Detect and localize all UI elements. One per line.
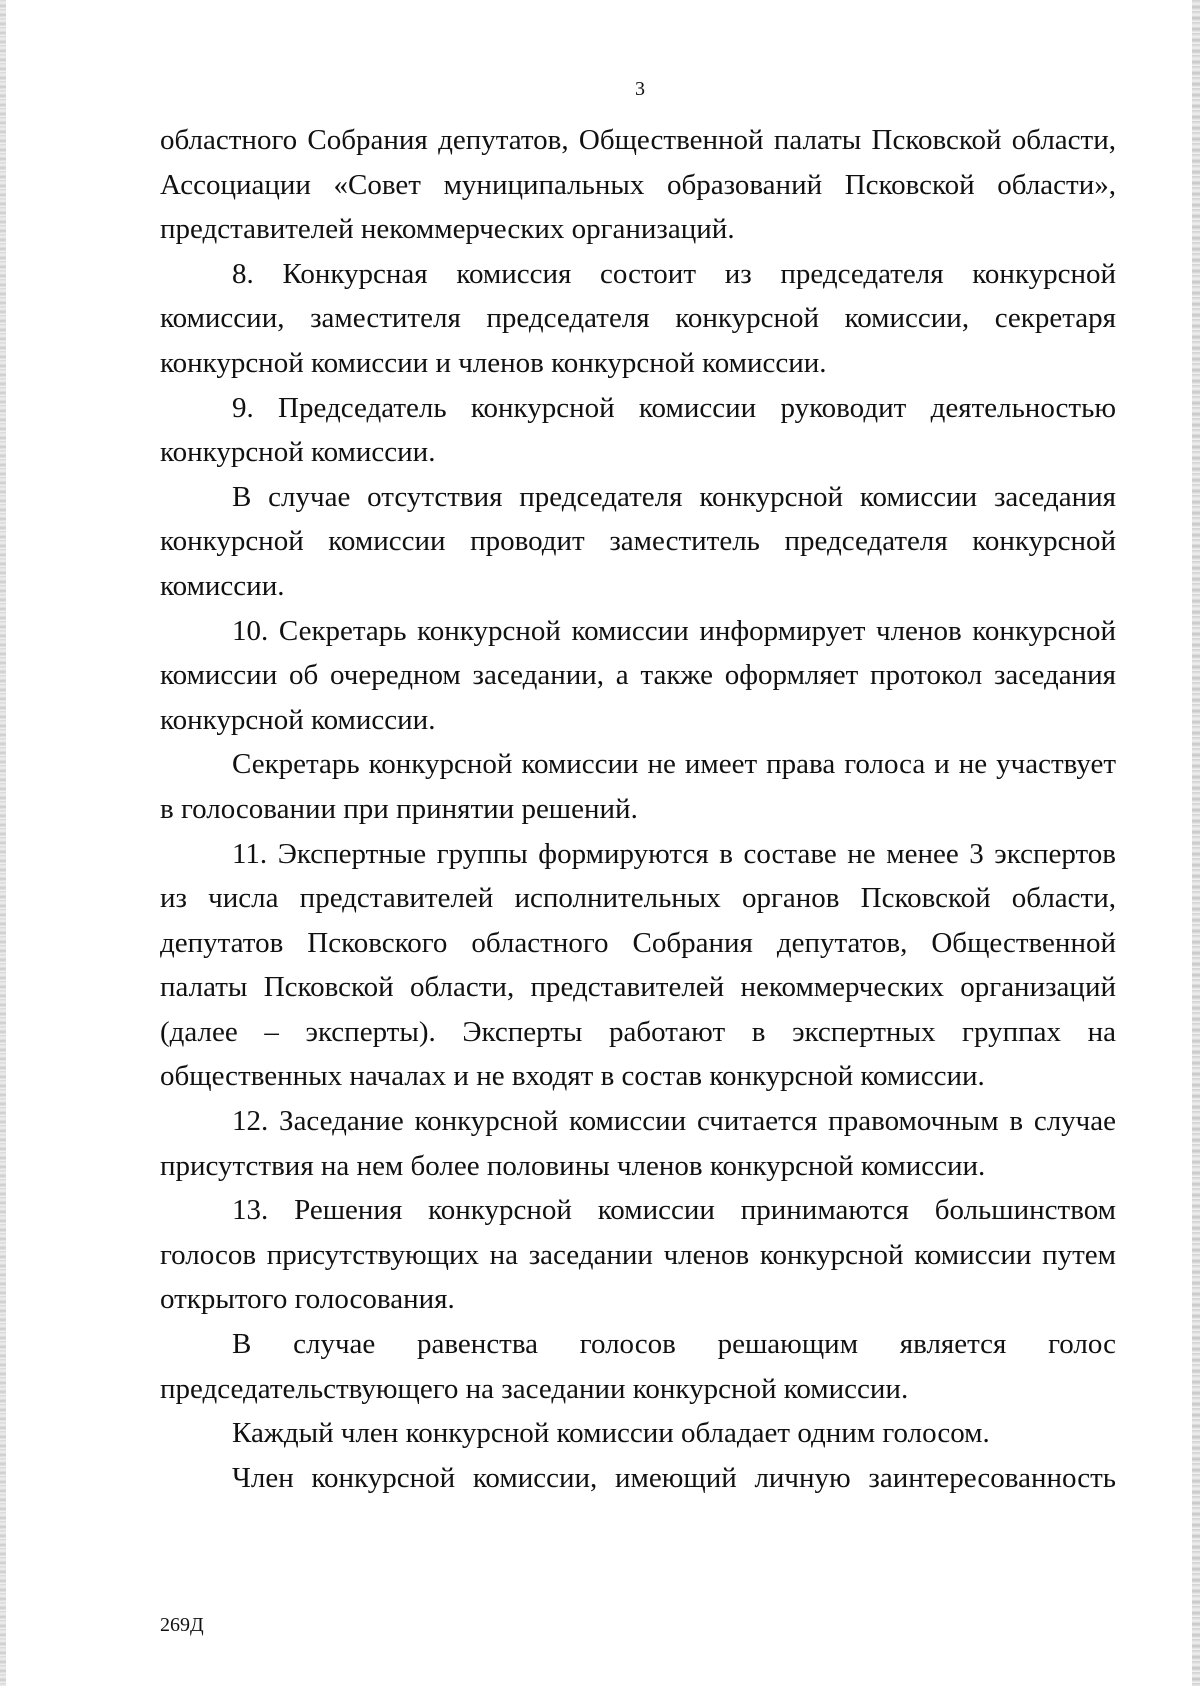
paragraph-item-12: 12. Заседание конкурсной комиссии считается правомочным в случае присутствия на нем более половины членов конкурсной комиссии. bbox=[160, 1105, 1116, 1182]
paragraph-item-13-interest: Член конкурсной комиссии, имеющий личную заинтересованность bbox=[232, 1461, 1116, 1494]
paragraph-item-13-one-vote: Каждый член конкурсной комиссии обладает одним голосом. bbox=[232, 1417, 990, 1450]
paragraph-item-11: 11. Экспертные группы формируются в составе не менее 3 экспертов из числа представителей исполнительных органов Псковской области, депутатов Псковского областного Собрания депутатов, Общественной палаты Псковской области, представителей некоммерческих организаций (далее – эксперты). Эксперты работают в экспертных группах на общественных началах и не входят в состав конкурсной комиссии. bbox=[160, 837, 1116, 1093]
scan-edge-left bbox=[0, 0, 6, 1686]
paragraph-item-10-secretary: Секретарь конкурсной комиссии не имеет права голоса и не участвует в голосовании при принятии решений. bbox=[160, 748, 1116, 825]
paragraph-item-10: 10. Секретарь конкурсной комиссии информирует членов конкурсной комиссии об очередном заседании, а также оформляет протокол заседания конкурсной комиссии. bbox=[160, 614, 1116, 736]
document-code: 269Д bbox=[160, 1614, 204, 1636]
paragraph-item-8: 8. Конкурсная комиссия состоит из председателя конкурсной комиссии, заместителя председателя конкурсной комиссии, секретаря конкурсной комиссии и членов конкурсной комиссии. bbox=[160, 257, 1116, 379]
paragraph-item-9: 9. Председатель конкурсной комиссии руководит деятельностью конкурсной комиссии. bbox=[160, 391, 1116, 469]
paragraph-item-9-absence: В случае отсутствия председателя конкурсной комиссии заседания конкурсной комиссии проводит заместитель председателя конкурсной комиссии. bbox=[160, 480, 1116, 602]
document-body bbox=[160, 118, 1116, 1500]
paragraph-item-13: 13. Решения конкурсной комиссии принимаются большинством голосов присутствующих на заседании членов конкурсной комиссии путем открытого голосования. bbox=[160, 1194, 1116, 1316]
paragraph-continuation: областного Собрания депутатов, Общественной палаты Псковской области, Ассоциации «Совет муниципальных образований Псковской области», представителей некоммерческих организаций. bbox=[160, 124, 1116, 246]
scan-edge-right bbox=[1192, 0, 1200, 1686]
page-number: 3 bbox=[635, 78, 645, 100]
paragraph-item-13-tie: В случае равенства голосов решающим является голос председательствующего на заседании конкурсной комиссии. bbox=[160, 1328, 1116, 1405]
